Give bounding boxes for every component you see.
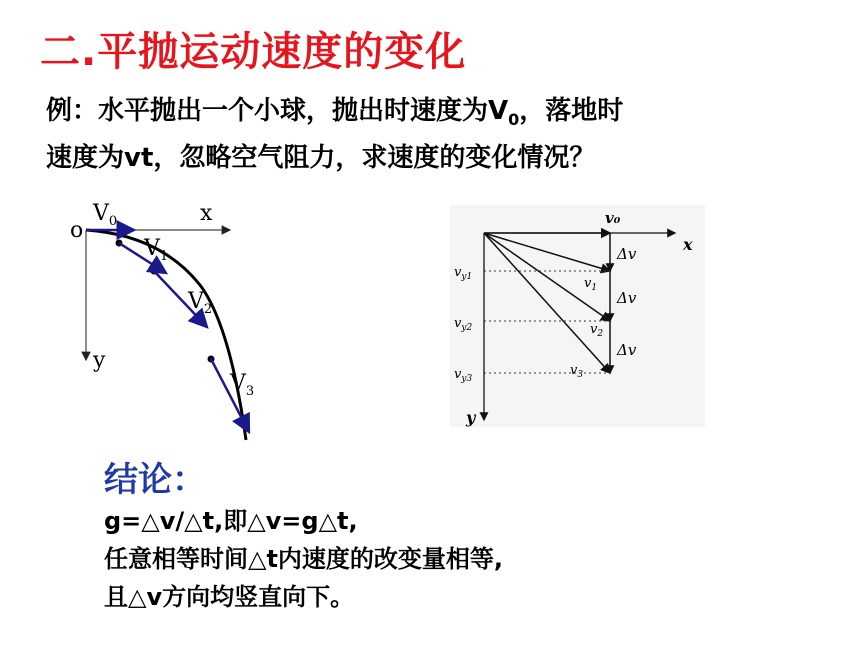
v0-label: $V_0$: [93, 201, 118, 229]
y-axis-label: y: [466, 408, 476, 427]
v2-label: $v_2$: [590, 322, 604, 339]
velocity-vector-diagram: [450, 205, 710, 430]
dv-label-2: Δv: [617, 289, 637, 307]
origin-label: o: [70, 218, 84, 243]
v1-label: $V_1$: [144, 236, 169, 264]
example-line-2: 速度为vt，忽略空气阻力，求速度的变化情况？: [46, 143, 596, 174]
trajectory-diagram: [60, 195, 350, 455]
vy1-label: $v_{y1}$: [454, 265, 473, 282]
dv-label-1: Δv: [617, 245, 637, 263]
conclusion-heading: 结论：: [104, 460, 206, 500]
vy3-label: $v_{y3}$: [454, 367, 473, 384]
v3-label: $V_3$: [230, 371, 255, 399]
conclusion-line-1: g=△v/△t,即△v=g△t,: [104, 507, 358, 535]
conclusion-line-2: 任意相等时间△t内速度的改变量相等,: [104, 545, 504, 573]
v1-label: $v_1$: [584, 276, 598, 293]
v0-label: v₀: [605, 209, 621, 227]
x-axis-label: x: [200, 201, 213, 226]
conclusion-line-3: 且△v方向均竖直向下。: [104, 583, 355, 611]
v3-label: $v_3$: [570, 363, 584, 380]
x-axis-label: x: [683, 235, 693, 254]
dv-label-3: Δv: [617, 341, 637, 359]
conclusion-text: [104, 502, 503, 616]
example-line-1: 例：水平抛出一个小球，抛出时速度为$V_0$，落地时: [46, 96, 624, 130]
y-axis-label: y: [93, 348, 106, 373]
vy2-label: $v_{y2}$: [454, 316, 473, 333]
example-problem: [46, 92, 826, 177]
v2-label: $V_2$: [188, 289, 213, 317]
slide-title: 二.平抛运动速度的变化: [40, 29, 467, 75]
